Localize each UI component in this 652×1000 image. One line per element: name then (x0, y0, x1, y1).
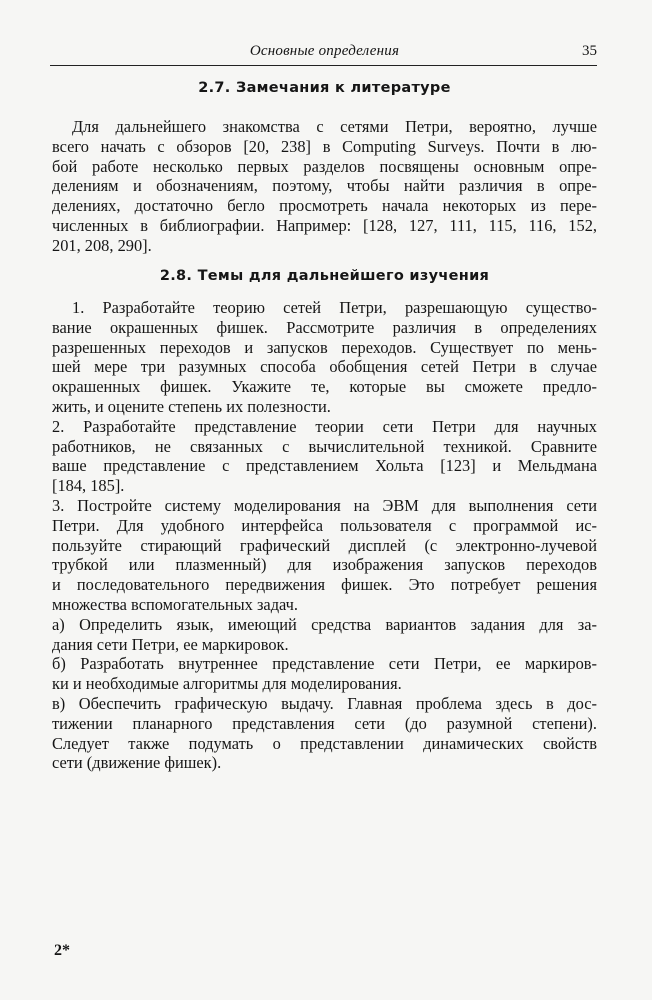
text-line: [184, 185]. (52, 476, 125, 496)
text-line: трубкой или плазменный) для изображения запусков переходов (52, 555, 597, 575)
literature-paragraph (52, 117, 597, 256)
page-number: 35 (582, 43, 597, 59)
text-line: дания сети Петри, ее маркировок. (52, 634, 289, 654)
text-line: разрешенных переходов и запусков переходов. Существует по мень- (52, 337, 597, 357)
section-heading-literature: 2.7. Замечания к литературе (198, 80, 451, 96)
text-line: шей мере три разумных способа обобщения сетей Петри в случае (52, 357, 597, 377)
text-line: 2. Разработайте представление теории сети Петри для научных (52, 416, 597, 436)
running-title: Основные определения (249, 43, 400, 59)
text-line: жить, и оцените степень их полезности. (52, 396, 331, 416)
text-line: сети (движение фишек). (52, 753, 222, 773)
text-line: а) Определить язык, имеющий средства вариантов задания для за- (52, 614, 597, 634)
text-line: ваше представление с представлением Хольта [123] и Мельдмана (52, 456, 597, 476)
text-line: 3. Постройте систему моделирования на ЭВМ для выполнения сети (52, 495, 597, 515)
running-header (52, 40, 597, 62)
text-line: работников, не связанных с вычислительной техникой. Сравните (52, 436, 597, 456)
text-line: ки и необходимые алгоритмы для моделирования. (52, 674, 402, 694)
text-line: б) Разработать внутреннее представление сети Петри, ее маркиров- (52, 654, 597, 674)
section-heading-topics: 2.8. Темы для дальнейшего изучения (159, 268, 490, 284)
text-line: 201, 208, 290]. (52, 235, 152, 255)
text-line: вание окрашенных фишек. Рассмотрите различия в определениях (52, 317, 597, 337)
text-line: численных в библиографии. Например: [128, 127, 111, 115, 116, 152, (52, 215, 597, 235)
text-line: тижении планарного представления сети (до разумной степени). (52, 713, 597, 733)
text-line: Петри. Для удобного интерфейса пользователя с программой ис- (52, 515, 597, 535)
text-line: 1. Разработайте теорию сетей Петри, разрешающую существо- (72, 298, 597, 317)
text-line: делениях, достаточно бегло просмотреть начала некоторых из пере- (52, 196, 597, 216)
header-rule (50, 65, 597, 66)
text-line: пользуйте стирающий графический дисплей (с электронно-лучевой (52, 535, 597, 555)
text-line: в) Обеспечить графическую выдачу. Главная проблема здесь в дос- (52, 693, 597, 713)
text-line: делениям и обозначениям, поэтому, чтобы найти различия в опре- (52, 176, 597, 196)
text-line: Следует также подумать о представлении динамических свойств (52, 733, 597, 753)
signature-mark: 2* (54, 942, 70, 959)
topics-list (52, 298, 597, 773)
text-line: окрашенных фишек. Укажите те, которые вы сможете предло- (52, 377, 597, 397)
text-line: множества вспомогательных задач. (52, 594, 298, 614)
text-line: и последовательного передвижения фишек. Это потребует решения (52, 575, 597, 595)
text-line: бой работе несколько первых разделов посвящены основным опре- (52, 156, 597, 176)
text-line: всего начать с обзоров [20, 238] в Computing Surveys. Почти в лю- (52, 136, 597, 156)
text-line: Для дальнейшего знакомства с сетями Петри, вероятно, лучше (72, 117, 597, 136)
